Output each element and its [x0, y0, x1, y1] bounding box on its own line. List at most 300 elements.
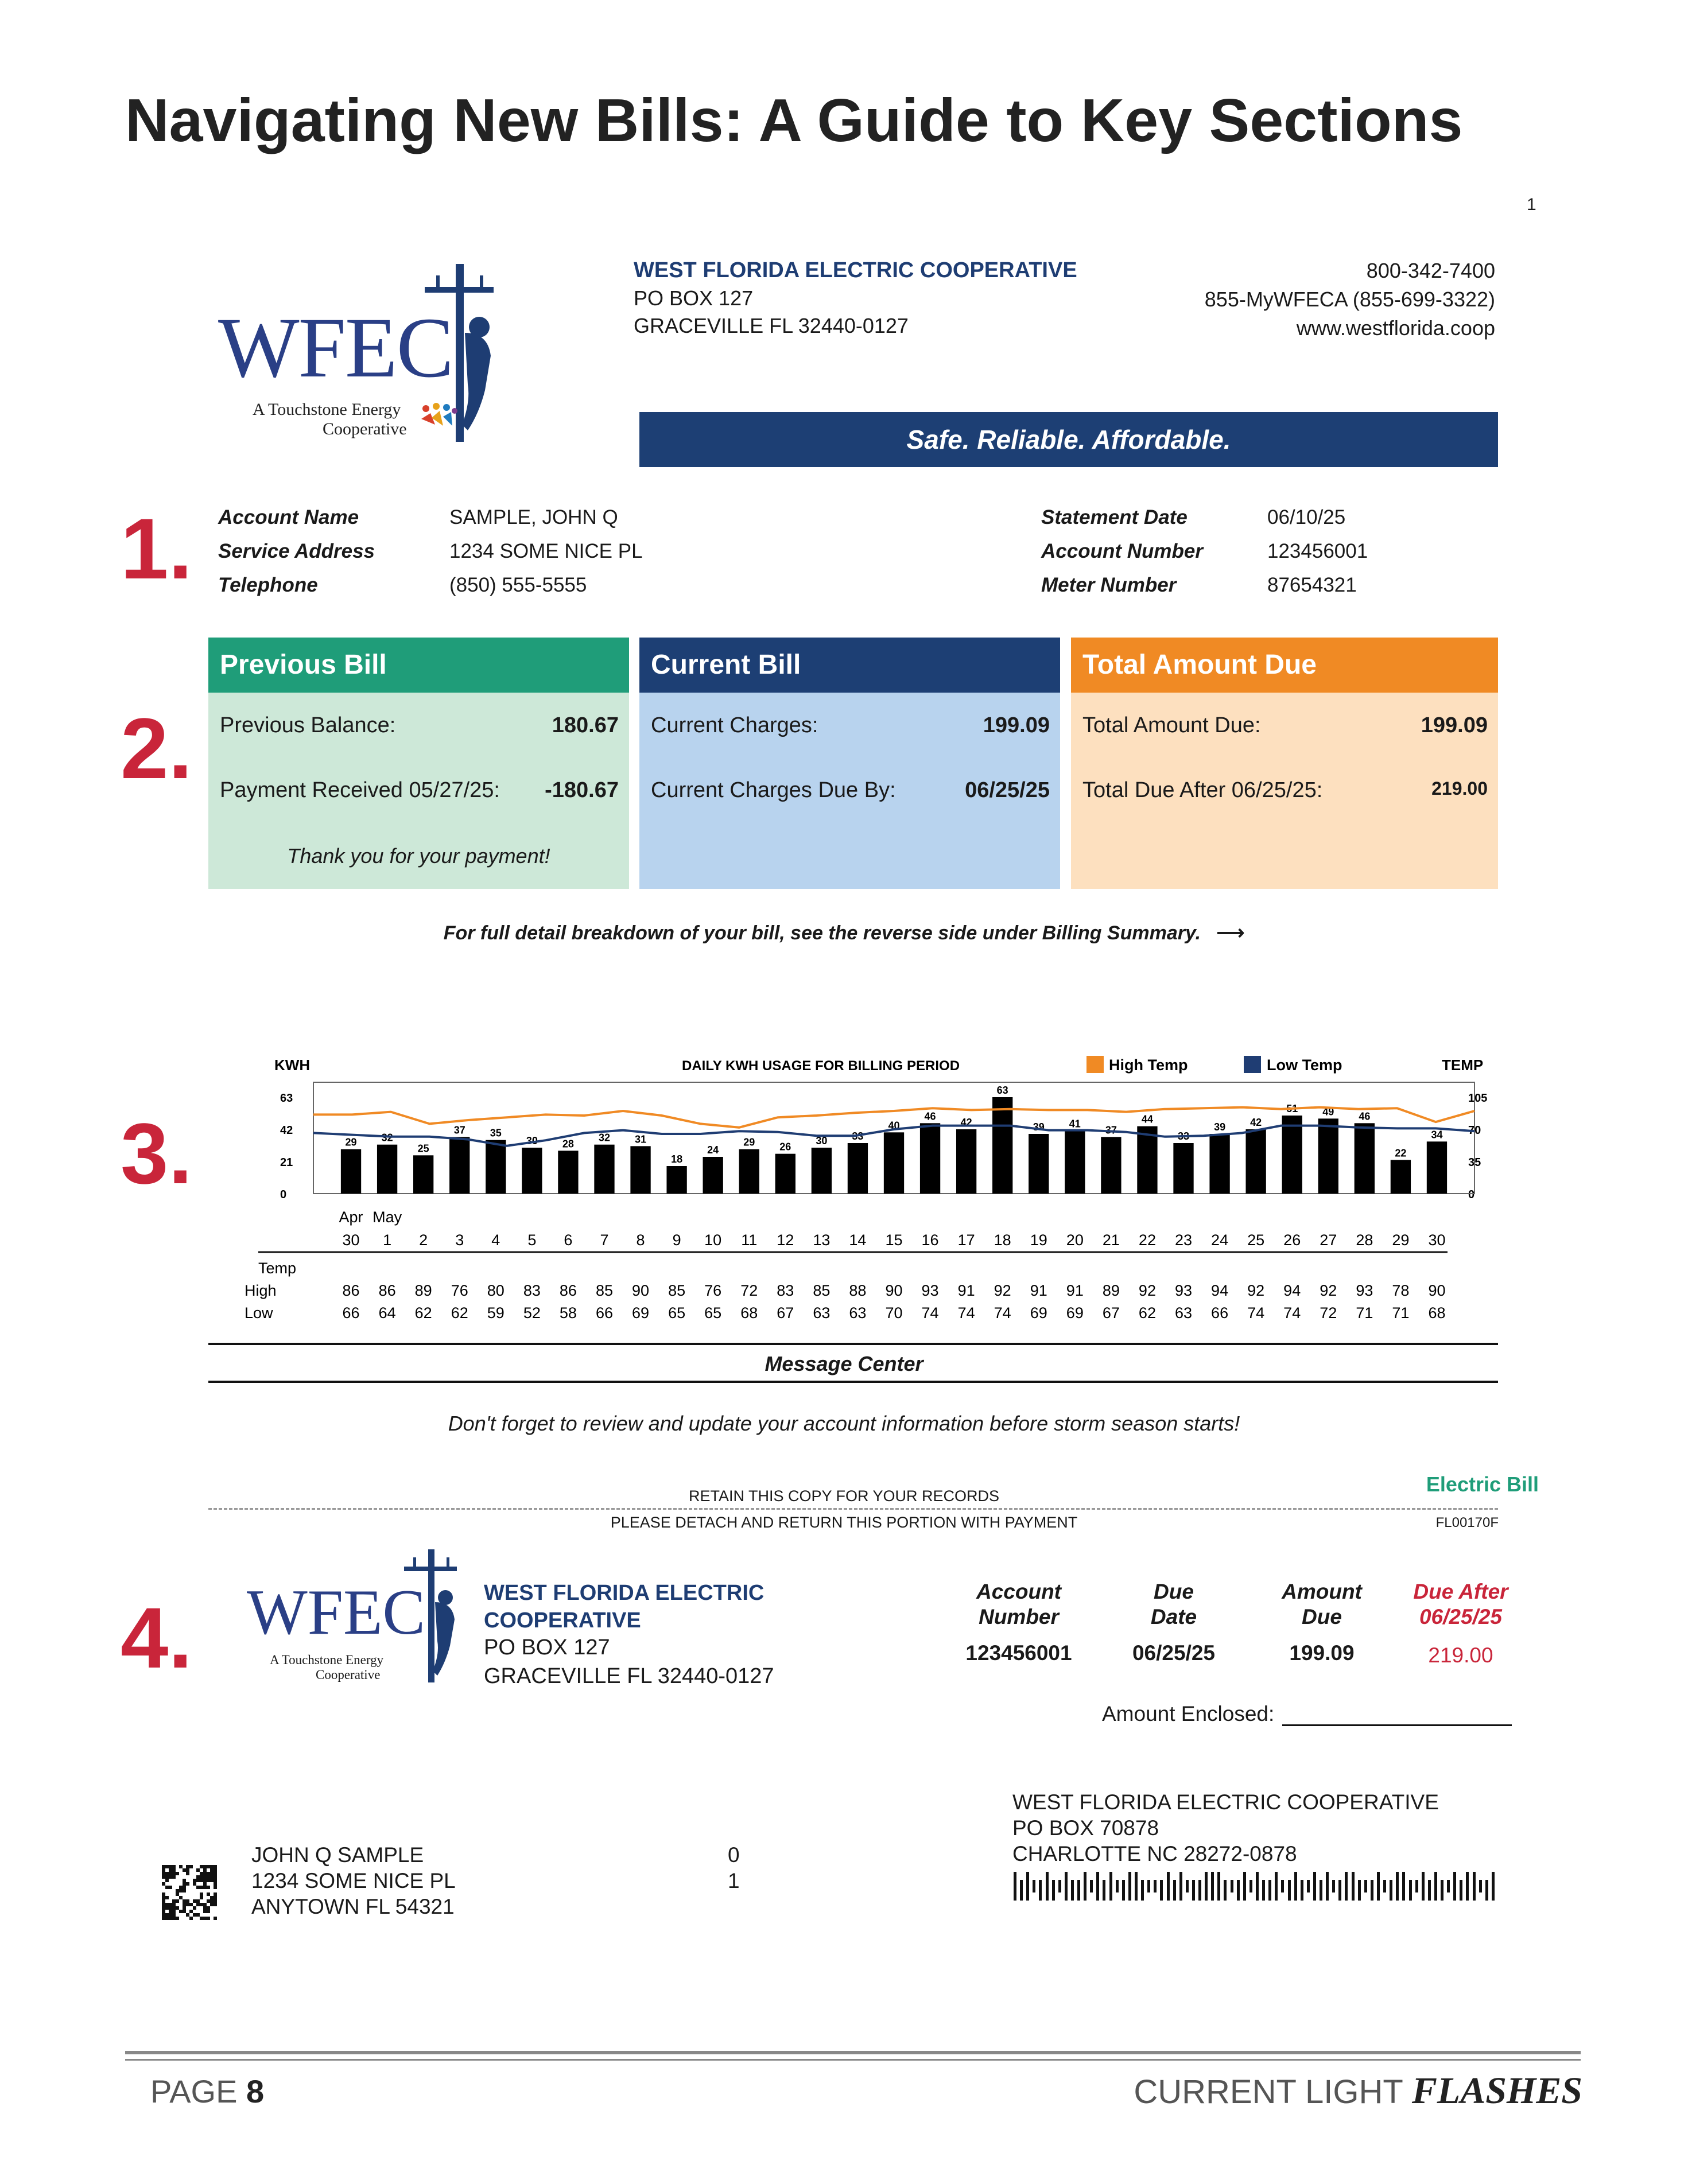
barcode-bar: [1205, 1872, 1208, 1901]
low-row-label: Low: [245, 1304, 273, 1322]
day-label: 30: [342, 1231, 360, 1249]
bar-value-label: 37: [1105, 1124, 1117, 1136]
day-label: 2: [419, 1231, 428, 1249]
high-temp-value: 86: [378, 1282, 396, 1299]
barcode-bar: [1039, 1880, 1042, 1901]
usage-bar: [1318, 1118, 1338, 1194]
usage-bar: [812, 1148, 832, 1194]
legend-low-label: Low Temp: [1267, 1056, 1342, 1074]
high-temp-value: 90: [632, 1282, 650, 1299]
day-label: 30: [1428, 1231, 1446, 1249]
high-temp-value: 89: [414, 1282, 432, 1299]
current-due-by-value: 06/25/25: [965, 778, 1050, 802]
label-account-name: Account Name: [218, 506, 359, 528]
temp-row-label: Temp: [258, 1260, 297, 1277]
usage-bar: [992, 1097, 1012, 1194]
high-temp-value: 94: [1211, 1282, 1229, 1299]
high-temp-value: 78: [1392, 1282, 1410, 1299]
barcode-bar: [1479, 1880, 1482, 1892]
stub-due-after-column: [1389, 1579, 1532, 1668]
barcode-bar: [1020, 1880, 1023, 1901]
high-temp-value: 92: [1247, 1282, 1265, 1299]
message-center-text: Don't forget to review and update your account information before storm season starts!: [448, 1412, 1240, 1435]
stub-address-1: PO BOX 127: [484, 1635, 610, 1660]
y-tick-label: 63: [280, 1092, 293, 1105]
day-label: 17: [957, 1231, 975, 1249]
detach-instructions: PLEASE DETACH AND RETURN THIS PORTION WITH PAYMENT: [610, 1514, 1078, 1531]
total-after-row: [1082, 778, 1488, 803]
total-due-box: [1071, 638, 1498, 889]
high-temp-value: 93: [1356, 1282, 1373, 1299]
bar-value-label: 41: [1069, 1118, 1081, 1130]
qr-module: [207, 1886, 210, 1889]
thank-you-message: Thank you for your payment!: [287, 844, 550, 868]
bar-value-label: 28: [562, 1138, 574, 1150]
low-temp-value: 74: [994, 1304, 1011, 1322]
remit-address: [1012, 1789, 1439, 1867]
coop-address-1: PO BOX 127: [634, 286, 754, 310]
logo-wordmark: WFEC: [218, 300, 453, 395]
stub-account-column: [947, 1579, 1091, 1665]
low-temp-value: 72: [1320, 1304, 1337, 1322]
barcode-bar: [1198, 1880, 1201, 1901]
high-temp-value: 76: [704, 1282, 722, 1299]
barcode-bar: [1358, 1880, 1361, 1901]
stub-account-h2: Number: [979, 1605, 1059, 1629]
bar-value-label: 26: [779, 1141, 791, 1153]
bar-value-label: 49: [1322, 1106, 1334, 1118]
barcode-bar: [1179, 1872, 1182, 1901]
day-label: 22: [1138, 1231, 1156, 1249]
barcode-bar: [1473, 1872, 1476, 1901]
barcode-bar: [1141, 1880, 1144, 1901]
coop-name: WEST FLORIDA ELECTRIC COOPERATIVE: [634, 258, 1077, 282]
barcode-bar: [1033, 1880, 1035, 1892]
barcode-bar: [1377, 1872, 1380, 1901]
bar-value-label: 29: [743, 1136, 755, 1148]
legend-high-label: High Temp: [1109, 1056, 1188, 1074]
low-temp-value: 66: [342, 1304, 360, 1322]
sheet-number: 1: [1527, 195, 1536, 214]
barcode-bar: [1237, 1880, 1240, 1901]
remit-line-2: PO BOX 70878: [1012, 1816, 1159, 1840]
current-bill-title: Current Bill: [639, 638, 1060, 693]
low-temp-value: 68: [1428, 1304, 1446, 1322]
legend-high-swatch: [1086, 1056, 1104, 1073]
stub-coop-line1: WEST FLORIDA ELECTRIC: [484, 1581, 765, 1605]
day-label: 7: [600, 1231, 609, 1249]
low-temp-value: 68: [740, 1304, 758, 1322]
day-label: 19: [1030, 1231, 1047, 1249]
stub-coop-name: [484, 1579, 764, 1634]
day-label: 14: [849, 1231, 867, 1249]
low-temp-value: 67: [1102, 1304, 1120, 1322]
bar-value-label: 63: [996, 1085, 1008, 1096]
value-account-name: SAMPLE, JOHN Q: [449, 506, 618, 528]
y-tick-label: 42: [280, 1124, 293, 1137]
month-label-apr: Apr: [339, 1208, 363, 1226]
high-temp-value: 83: [523, 1282, 541, 1299]
day-label: 3: [455, 1231, 464, 1249]
qr-module: [186, 1872, 189, 1875]
remit-line-3: CHARLOTTE NC 28272-0878: [1012, 1842, 1297, 1866]
qr-module: [183, 1889, 186, 1892]
usage-bar: [1245, 1129, 1266, 1194]
bar-value-label: 39: [1033, 1121, 1045, 1133]
footer-page-label: PAGE: [150, 2073, 238, 2109]
bar-value-label: 51: [1286, 1103, 1298, 1114]
mail-codes: [728, 1842, 740, 1894]
day-label: 29: [1392, 1231, 1410, 1249]
day-label: 6: [564, 1231, 573, 1249]
bar-value-label: 22: [1395, 1147, 1407, 1159]
value-service-address: 1234 SOME NICE PL: [449, 540, 643, 562]
barcode-bar: [1447, 1880, 1450, 1892]
qr-module: [186, 1882, 189, 1886]
current-charges-value: 199.09: [983, 713, 1050, 737]
qr-module: [214, 1917, 217, 1920]
section-number-4: 4.: [121, 1590, 193, 1686]
low-temp-value: 65: [668, 1304, 686, 1322]
barcode-bar: [1352, 1872, 1355, 1901]
low-temp-value: 69: [1066, 1304, 1084, 1322]
logo-tagline-2: Cooperative: [323, 419, 407, 438]
barcode-bar: [1014, 1872, 1016, 1901]
customer-line-1: JOHN Q SAMPLE: [251, 1843, 424, 1867]
high-temp-value: 91: [1066, 1282, 1084, 1299]
barcode-bar: [1211, 1872, 1214, 1901]
barcode-bar: [1135, 1872, 1138, 1901]
stub-address-2: GRACEVILLE FL 32440-0127: [484, 1664, 774, 1688]
barcode-bar: [1103, 1880, 1105, 1901]
low-temp-value: 74: [921, 1304, 939, 1322]
barcode-bar: [1332, 1880, 1335, 1892]
bar-value-label: 33: [852, 1130, 864, 1142]
customer-line-2: 1234 SOME NICE PL: [251, 1869, 456, 1892]
usage-bar: [775, 1154, 796, 1194]
barcode-bar: [1390, 1880, 1392, 1901]
low-temp-value: 66: [595, 1304, 614, 1322]
bar-value-label: 29: [345, 1136, 357, 1148]
low-temp-value: 69: [632, 1304, 650, 1322]
barcode-bar: [1224, 1880, 1227, 1901]
page-title: Navigating New Bills: A Guide to Key Sections: [125, 87, 1463, 154]
barcode-bar: [1217, 1872, 1220, 1901]
high-temp-value: 93: [921, 1282, 939, 1299]
qr-module: [176, 1917, 179, 1920]
barcode-bar: [1320, 1880, 1322, 1901]
barcode-bar: [1046, 1872, 1049, 1901]
usage-chart-svg: [0, 1044, 1688, 1343]
stub-logo-tagline-2: Cooperative: [316, 1668, 381, 1682]
usage-bar: [1209, 1134, 1229, 1194]
barcode-bar: [1109, 1872, 1112, 1901]
low-temp-value: 65: [704, 1304, 722, 1322]
usage-bar: [1101, 1137, 1121, 1194]
usage-bar: [486, 1140, 506, 1194]
low-temp-value: 74: [1283, 1304, 1301, 1322]
stub-account-h1: Account: [976, 1580, 1061, 1603]
total-after-label: Total Due After 06/25/25:: [1082, 778, 1323, 802]
usage-bar: [884, 1132, 904, 1194]
qr-module: [207, 1910, 210, 1913]
bar-value-label: 24: [707, 1144, 719, 1156]
section-number-1: 1.: [121, 500, 193, 597]
usage-bar: [377, 1145, 397, 1194]
stub-due-after-h1: Due After: [1413, 1580, 1508, 1603]
usage-bar: [449, 1137, 469, 1194]
barcode-bar: [1383, 1880, 1386, 1892]
usage-bar: [630, 1146, 650, 1194]
barcode-bar: [1364, 1880, 1367, 1892]
day-label: 21: [1102, 1231, 1120, 1249]
footer-brand-2: FLASHES: [1411, 2070, 1582, 2112]
day-label: 26: [1283, 1231, 1301, 1249]
wfec-logo: [218, 264, 551, 448]
day-label: 24: [1211, 1231, 1229, 1249]
qr-module: [214, 1903, 217, 1906]
barcode-bar: [1167, 1872, 1170, 1901]
month-label-may: May: [372, 1208, 402, 1226]
usage-bar: [558, 1151, 578, 1194]
remit-line-1: WEST FLORIDA ELECTRIC COOPERATIVE: [1012, 1790, 1439, 1814]
barcode-bar: [1460, 1880, 1462, 1901]
barcode-bar: [1173, 1880, 1176, 1901]
total-amount-value: 199.09: [1421, 713, 1488, 737]
barcode-bar: [1313, 1872, 1316, 1901]
bar-value-label: 32: [598, 1132, 610, 1144]
touchstone-people-icon: [419, 402, 459, 430]
stub-due-after-value: 219.00: [1428, 1643, 1493, 1667]
usage-bar: [413, 1155, 433, 1194]
qr-module: [169, 1886, 172, 1889]
high-temp-value: 94: [1283, 1282, 1301, 1299]
barcode-bar: [1128, 1872, 1131, 1901]
barcode-bar: [1326, 1872, 1329, 1901]
previous-bill-box: [208, 638, 629, 889]
bar-value-label: 46: [924, 1110, 936, 1122]
high-row-label: High: [245, 1282, 277, 1299]
barcode-bar: [1026, 1872, 1029, 1901]
y2-tick-label: 70: [1468, 1124, 1481, 1137]
day-label: 20: [1066, 1231, 1084, 1249]
low-temp-value: 58: [559, 1304, 577, 1322]
barcode-bar: [1492, 1872, 1495, 1901]
stub-due-h1: Due: [1154, 1580, 1194, 1603]
bar-value-label: 37: [453, 1124, 465, 1136]
bar-value-label: 31: [635, 1133, 647, 1145]
qr-code-icon: [162, 1865, 217, 1920]
high-temp-value: 89: [1102, 1282, 1120, 1299]
barcode-bar: [1268, 1880, 1271, 1901]
usage-bar: [594, 1145, 614, 1194]
previous-balance-value: 180.67: [552, 713, 619, 737]
day-label: 23: [1174, 1231, 1193, 1249]
previous-balance-row: [220, 713, 619, 738]
day-label: 10: [704, 1231, 722, 1249]
high-temp-value: 90: [885, 1282, 903, 1299]
qr-module: [200, 1896, 203, 1899]
barcode-bar: [1402, 1872, 1405, 1901]
day-label: 16: [921, 1231, 939, 1249]
electric-bill-label: Electric Bill: [1426, 1472, 1539, 1496]
stub-due-after-h2: 06/25/25: [1419, 1605, 1503, 1629]
barcode-bar: [1262, 1880, 1265, 1901]
stub-due-value: 06/25/25: [1132, 1641, 1216, 1665]
stub-amount-column: [1250, 1579, 1394, 1665]
usage-bar: [522, 1148, 542, 1194]
high-temp-value: 92: [1320, 1282, 1337, 1299]
barcode-bar: [1338, 1880, 1341, 1901]
divider-top: [208, 1343, 1498, 1345]
high-temp-value: 86: [559, 1282, 577, 1299]
bar-value-label: 35: [490, 1127, 502, 1139]
total-amount-label: Total Amount Due:: [1082, 713, 1261, 737]
phone-1: 800-342-7400: [1366, 259, 1495, 282]
website-link[interactable]: www.westflorida.coop: [1296, 316, 1495, 340]
day-label: 27: [1320, 1231, 1337, 1249]
amount-enclosed-field[interactable]: [1282, 1724, 1512, 1726]
barcode-bar: [1186, 1880, 1189, 1892]
usage-bar: [920, 1123, 940, 1194]
footer-page: [150, 2073, 264, 2110]
bar-value-label: 42: [1250, 1117, 1262, 1128]
low-temp-value: 74: [957, 1304, 975, 1322]
previous-balance-label: Previous Balance:: [220, 713, 396, 737]
bar-value-label: 46: [1359, 1110, 1371, 1122]
day-label: 25: [1247, 1231, 1265, 1249]
low-temp-value: 71: [1392, 1304, 1410, 1322]
stub-amount-h1: Amount: [1282, 1580, 1362, 1603]
barcode-bar: [1090, 1880, 1093, 1892]
qr-module: [207, 1917, 210, 1920]
stub-address: [484, 1633, 774, 1691]
barcode-bar: [1422, 1872, 1425, 1901]
barcode-bar: [1275, 1872, 1278, 1901]
bar-value-label: 33: [1178, 1130, 1190, 1142]
bar-value-label: 42: [960, 1117, 972, 1128]
high-temp-value: 76: [451, 1282, 468, 1299]
high-temp-value: 86: [342, 1282, 360, 1299]
barcode-bar: [1453, 1872, 1456, 1901]
payment-received-value: -180.67: [545, 778, 619, 802]
low-temp-value: 66: [1211, 1304, 1229, 1322]
usage-bar: [703, 1157, 723, 1194]
chart-title: DAILY KWH USAGE FOR BILLING PERIOD: [682, 1058, 960, 1074]
payment-received-label: Payment Received 05/27/25:: [220, 778, 500, 802]
usage-bar: [1173, 1143, 1193, 1194]
barcode-bar: [1243, 1872, 1246, 1901]
high-temp-value: 92: [994, 1282, 1011, 1299]
high-temp-value: 83: [777, 1282, 794, 1299]
customer-line-3: ANYTOWN FL 54321: [251, 1895, 455, 1918]
legend-low-swatch: [1244, 1056, 1261, 1073]
barcode-bar: [1466, 1872, 1469, 1901]
low-temp-value: 74: [1247, 1304, 1265, 1322]
mail-code-2: 1: [728, 1869, 740, 1892]
current-due-by-row: [651, 778, 1050, 803]
qr-module: [172, 1875, 176, 1879]
day-label: 4: [491, 1231, 500, 1249]
y2-tick-label: 0: [1468, 1188, 1475, 1201]
y2-tick-label: 105: [1468, 1092, 1488, 1105]
qr-module: [176, 1899, 179, 1903]
value-account-number: 123456001: [1267, 540, 1368, 562]
current-due-by-label: Current Charges Due By:: [651, 778, 896, 802]
value-statement-date: 06/10/25: [1267, 506, 1346, 528]
detach-line: [208, 1508, 1498, 1510]
previous-bill-title: Previous Bill: [208, 638, 629, 693]
slogan-banner: Safe. Reliable. Affordable.: [639, 412, 1498, 467]
stub-account-value: 123456001: [965, 1641, 1072, 1665]
bar-value-label: 30: [526, 1135, 538, 1147]
phone-2: 855-MyWFECA (855-699-3322): [1204, 287, 1495, 311]
high-temp-value: 93: [1174, 1282, 1193, 1299]
total-after-value: 219.00: [1431, 778, 1488, 799]
coop-contact: [1205, 257, 1495, 343]
current-bill-box: [639, 638, 1060, 889]
total-due-title: Total Amount Due: [1071, 638, 1498, 693]
high-temp-value: 80: [487, 1282, 505, 1299]
stub-logo-tagline-1: A Touchstone Energy: [270, 1653, 384, 1667]
low-temp-value: 63: [813, 1304, 831, 1322]
low-temp-value: 52: [523, 1304, 541, 1322]
coop-address-2: GRACEVILLE FL 32440-0127: [634, 314, 909, 337]
usage-bar: [1427, 1141, 1447, 1194]
bar-value-label: 32: [381, 1132, 393, 1144]
logo-tagline-1: A Touchstone Energy: [253, 400, 401, 419]
qr-module: [214, 1886, 217, 1889]
day-label: 9: [672, 1231, 681, 1249]
barcode-bar: [1294, 1872, 1297, 1901]
high-temp-value: 90: [1428, 1282, 1446, 1299]
divider-bottom: [208, 1381, 1498, 1383]
barcode-bar: [1160, 1880, 1163, 1901]
barcode-bar: [1415, 1880, 1418, 1892]
usage-bar: [956, 1129, 976, 1194]
usage-bar: [1355, 1123, 1375, 1194]
barcode-bar: [1116, 1880, 1119, 1892]
value-telephone: (850) 555-5555: [449, 574, 587, 596]
barcode-bar: [1441, 1880, 1443, 1901]
day-label: 1: [383, 1231, 392, 1249]
bar-value-label: 39: [1214, 1121, 1226, 1133]
barcode-bar: [1345, 1872, 1348, 1901]
barcode-bar: [1485, 1880, 1488, 1901]
qr-module: [176, 1872, 179, 1875]
barcode-bar: [1154, 1880, 1157, 1892]
mail-code-1: 0: [728, 1843, 740, 1867]
barcode-bar: [1071, 1880, 1074, 1901]
high-temp-value: 85: [813, 1282, 831, 1299]
barcode-bar: [1434, 1872, 1437, 1901]
barcode-bar: [1122, 1880, 1125, 1901]
payment-received-row: [220, 778, 619, 803]
barcode-bar: [1052, 1880, 1055, 1901]
high-temp-value: 85: [595, 1282, 614, 1299]
label-service-address: Service Address: [218, 540, 375, 562]
current-charges-label: Current Charges:: [651, 713, 818, 737]
qr-module: [193, 1906, 196, 1910]
stub-wfec-logo: [247, 1549, 488, 1687]
bar-value-label: 34: [1431, 1129, 1443, 1141]
qr-module: [189, 1865, 193, 1868]
arrow-right-icon: ⟶: [1216, 922, 1245, 944]
current-charges-row: [651, 713, 1050, 738]
barcode-bar: [1288, 1880, 1291, 1901]
stub-due-h2: Date: [1150, 1605, 1197, 1629]
label-telephone: Telephone: [218, 574, 318, 596]
